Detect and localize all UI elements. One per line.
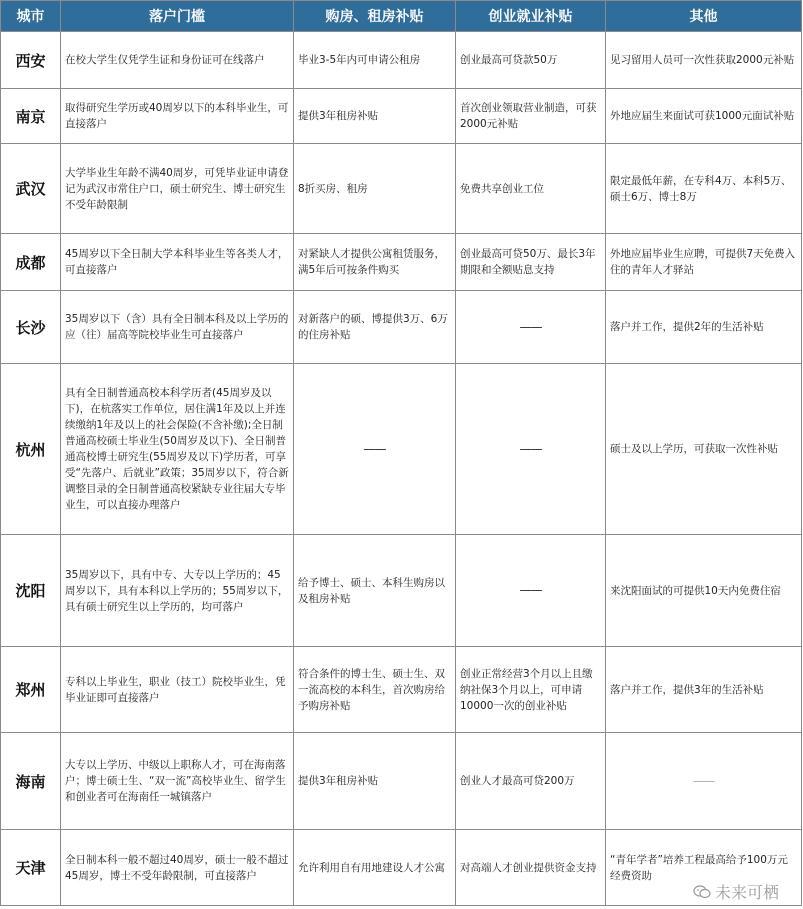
city-cell: 长沙 [1, 291, 61, 364]
city-cell: 武汉 [1, 144, 61, 234]
city-cell: 西安 [1, 32, 61, 89]
threshold-cell: 45周岁以下全日制大学本科毕业生等各类人才，可直接落户 [61, 234, 294, 291]
empty-dash: —— [363, 441, 386, 456]
threshold-cell: 全日制本科一般不超过40周岁，硕士一般不超过45周岁，博士不受年龄限制，可直接落户 [61, 830, 294, 906]
header-housing: 购房、租房补贴 [294, 1, 456, 32]
table-row [1, 733, 802, 830]
empty-dash: —— [519, 441, 542, 456]
table-row [1, 144, 802, 234]
city-cell: 南京 [1, 89, 61, 144]
startup-cell [456, 535, 606, 647]
header-other: 其他 [606, 1, 802, 32]
empty-dash: —— [519, 319, 542, 334]
city-cell: 沈阳 [1, 535, 61, 647]
watermark [691, 880, 781, 903]
empty-dash: —— [692, 773, 715, 788]
wechat-icon [693, 885, 711, 899]
threshold-cell: 大专以上学历、中级以上职称人才，可在海南落户；博士硕士生、“双一流”高校毕业生、留学生和创业者可在海南任一城镇落户 [61, 733, 294, 830]
table-row [1, 89, 802, 144]
housing-cell: 8折买房、租房 [294, 144, 456, 234]
housing-cell: 毕业3-5年内可申请公租房 [294, 32, 456, 89]
other-cell: “青年学者”培养工程最高给予100万元经费资助 [606, 830, 802, 906]
threshold-cell: 35周岁以下（含）具有全日制本科及以上学历的应（往）届高等院校毕业生可直接落户 [61, 291, 294, 364]
startup-cell: 创业人才最高可贷200万 [456, 733, 606, 830]
threshold-cell: 具有全日制普通高校本科学历者(45周岁及以下)，在杭落实工作单位，居住满1年及以上并连续缴纳1年及以上的社会保险(不含补缴);全日制普通高校硕士毕业生(50周岁及以下)、全日制普通高校博士研究生(55周岁及以下)学历者，可享受“先落户、后就业”政策；35周岁以下，符合新调整目录的全日制普通高校紧缺专业往届大专毕业生，可以直接办理落户 [61, 364, 294, 535]
threshold-cell: 在校大学生仅凭学生证和身份证可在线落户 [61, 32, 294, 89]
housing-cell: 对紧缺人才提供公寓租赁服务，满5年后可按条件购买 [294, 234, 456, 291]
startup-cell: 对高端人才创业提供资金支持 [456, 830, 606, 906]
startup-cell: 创业最高可贷款50万 [456, 32, 606, 89]
table-row [1, 234, 802, 291]
other-cell: 见习留用人员可一次性获取2000元补贴 [606, 32, 802, 89]
empty-dash: —— [519, 583, 542, 597]
other-cell: 落户并工作，提供2年的生活补贴 [606, 291, 802, 364]
other-cell: 外地应届毕业生应聘，可提供7天免费入住的青年人才驿站 [606, 234, 802, 291]
table-row [1, 32, 802, 89]
housing-cell: 给予博士、硕士、本科生购房以及租房补贴 [294, 535, 456, 647]
housing-cell: 提供3年租房补贴 [294, 733, 456, 830]
other-cell: 落户并工作，提供3年的生活补贴 [606, 647, 802, 733]
table-row [1, 830, 802, 906]
threshold-cell: 大学毕业生年龄不满40周岁，可凭毕业证申请登记为武汉市常住户口，硕士研究生、博士研究生不受年龄限制 [61, 144, 294, 234]
threshold-cell: 35周岁以下，具有中专、大专以上学历的；45周岁以下，具有本科以上学历的；55周岁以下，具有硕士研究生以上学历的，均可落户 [61, 535, 294, 647]
threshold-cell: 专科以上毕业生，职业（技工）院校毕业生，凭毕业证即可直接落户 [61, 647, 294, 733]
watermark-text: 未来可栖 [714, 883, 779, 902]
header-threshold: 落户门槛 [61, 1, 294, 32]
other-cell: 硕士及以上学历，可获取一次性补贴 [606, 364, 802, 535]
other-cell: 外地应届生来面试可获1000元面试补贴 [606, 89, 802, 144]
startup-cell: 首次创业领取营业制造，可获2000元补贴 [456, 89, 606, 144]
other-cell [606, 733, 802, 830]
header-city: 城市 [1, 1, 61, 32]
city-cell: 海南 [1, 733, 61, 830]
housing-cell [294, 364, 456, 535]
header-row [1, 1, 802, 32]
table-row [1, 364, 802, 535]
other-cell: 限定最低年薪，在专科4万、本科5万、硕士6万、博士8万 [606, 144, 802, 234]
city-cell: 郑州 [1, 647, 61, 733]
city-cell: 杭州 [1, 364, 61, 535]
city-cell: 成都 [1, 234, 61, 291]
startup-cell [456, 364, 606, 535]
city-cell: 天津 [1, 830, 61, 906]
startup-cell: 免费共享创业工位 [456, 144, 606, 234]
housing-cell: 符合条件的博士生、硕士生、双一流高校的本科生，首次购房给予购房补贴 [294, 647, 456, 733]
table-row [1, 647, 802, 733]
housing-cell: 对新落户的硕、博提供3万、6万的住房补贴 [294, 291, 456, 364]
housing-cell: 允许利用自有用地建设人才公寓 [294, 830, 456, 906]
housing-cell: 提供3年租房补贴 [294, 89, 456, 144]
startup-cell: 创业正常经营3个月以上且缴纳社保3个月以上，可申请10000一次的创业补贴 [456, 647, 606, 733]
startup-cell [456, 291, 606, 364]
table-row [1, 535, 802, 647]
header-startup: 创业就业补贴 [456, 1, 606, 32]
threshold-cell: 取得研究生学历或40周岁以下的本科毕业生，可直接落户 [61, 89, 294, 144]
other-cell: 来沈阳面试的可提供10天内免费住宿 [606, 535, 802, 647]
table-row [1, 291, 802, 364]
startup-cell: 创业最高可贷50万、最长3年期限和全额贴息支持 [456, 234, 606, 291]
